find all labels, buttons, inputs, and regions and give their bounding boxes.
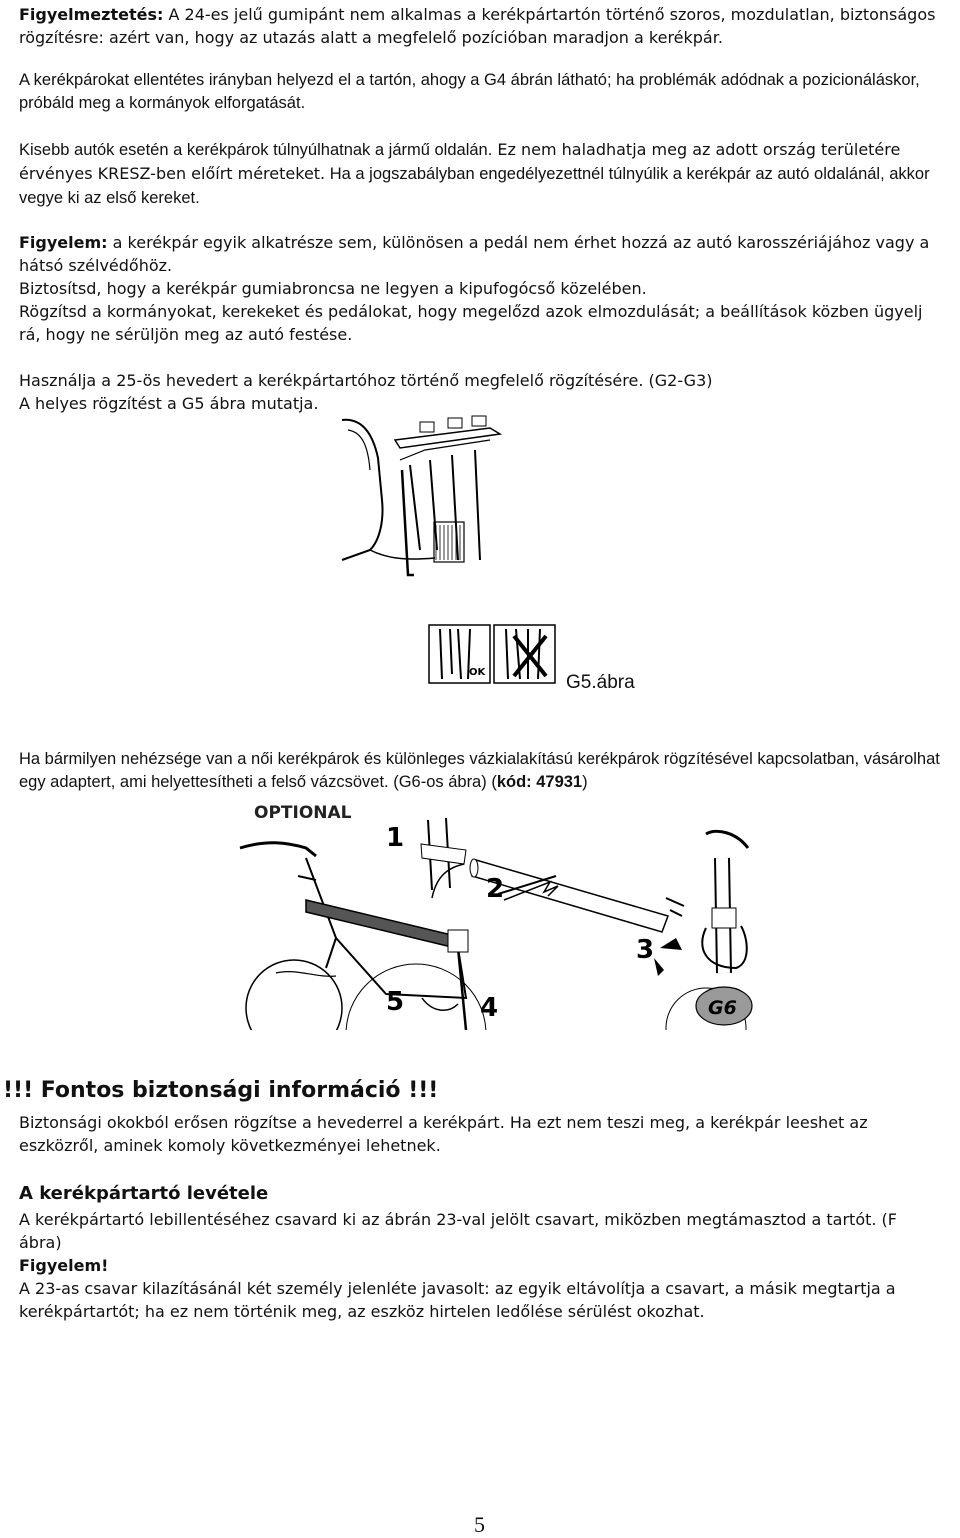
removal-paragraph: A kerékpártartó lebillentéséhez csavard ki az ábrán 23-val jelölt csavart, miközben megtámasztod a tartót. (F ábra) [19, 1210, 897, 1252]
attention-text: a kerékpár egyik alkatrésze sem, különösen a pedál nem érhet hozzá az autó karosszériájához vagy a hátsó szélvédőhöz. [19, 233, 930, 275]
overhang-text-a: Kisebb autók esetén a kerékpárok túlnyúlhatnak a jármű oldalán. [19, 141, 493, 159]
safety-paragraph: Biztonsági okokból erősen rögzítse a hevederrel a kerékpárt. Ha ezt nem teszi meg, a kerékpár leeshet az eszközről, aminek komoly következményei lehetnek. [19, 1113, 868, 1155]
page-number: 5 [474, 1512, 485, 1537]
optional-label: OPTIONAL [254, 803, 352, 823]
step-2-label: 2 [486, 874, 505, 904]
removal-heading: A kerékpártartó levétele [19, 1183, 269, 1204]
step-1-label: 1 [386, 823, 405, 853]
g5-rack-illustration [340, 410, 570, 590]
overhang-text-b: Ez nem haladhatja meg az adott ország területére érvényes KRESZ-ben előírt méreteket. [19, 140, 901, 183]
g5-ok-comparison [428, 624, 558, 686]
warning-label: Figyelmeztetés: [19, 5, 164, 24]
step-4-label: 4 [480, 993, 499, 1023]
removal-attention-paragraph: A 23-as csavar kilazításánál két személy jelenléte javasolt: az egyik eltávolítja a csavart, a másik megtartja a kerékpártartót; ha ez nem történik meg, az eszköz hirtelen ledőlése sérülést okozhat. [19, 1279, 896, 1321]
positioning-paragraph: A kerékpárokat ellentétes irányban helyezd el a tartón, ahogy a G4 ábrán látható; ha problémák adódnak a pozicionáláskor, próbáld meg a kormányok elforgatását. [19, 71, 920, 112]
fixing-paragraph: Rögzítsd a kormányokat, kerekeket és pedálokat, hogy megelőzd azok elmozdulását; a beállítások közben ügyelj rá, hogy ne sérüljön meg az autó festése. [19, 302, 923, 344]
exhaust-paragraph: Biztosítsd, hogy a kerékpár gumiabroncsa ne legyen a kipufogócső közelében. [19, 279, 647, 298]
adapter-paragraph [19, 748, 944, 794]
overhang-text-c: Ha a jogszabályban engedélyezettnél túlnyúlik a kerékpár az autó oldalánál, akkor vegye ki az első kereket. [19, 165, 930, 207]
g5-caption: G5.ábra [566, 672, 635, 693]
safety-heading: !!! Fontos biztonsági információ !!! [3, 1078, 439, 1103]
adapter-close: ) [582, 773, 588, 791]
warning-text: A 24-es jelű gumipánt nem alkalmas a kerékpártartón történő szoros, mozdulatlan, biztonságos rögzítésre: azért van, hogy az utazás alatt a megfelelő pozícióban maradjon a kerékpár. [19, 5, 936, 47]
warning-paragraph [19, 3, 944, 49]
ok-label: OK [469, 667, 486, 678]
g6-badge: G6 [708, 997, 737, 1019]
removal-attention-label: Figyelem! [19, 1256, 109, 1275]
overhang-paragraph [19, 138, 944, 210]
step-3-label: 3 [636, 935, 655, 965]
strap-paragraph: Használja a 25-ös hevedert a kerékpártartóhoz történő megfelelő rögzítésére. (G2-G3) [19, 371, 713, 390]
g5-reference-paragraph: A helyes rögzítést a G5 ábra mutatja. [19, 394, 319, 413]
attention-label: Figyelem: [19, 233, 108, 252]
adapter-code: kód: 47931 [496, 773, 583, 791]
attention-paragraph [19, 231, 944, 277]
adapter-text: Ha bármilyen nehézsége van a női kerékpárok és különleges vázkialakítású kerékpárok rögzítésével kapcsolatban, vásárolhat egy adaptert, ami helyettesítheti a felső vázcsövet. (G6-os ábra) ( [19, 750, 940, 791]
step-5-label: 5 [386, 987, 405, 1017]
g6-adapter-illustration [236, 798, 756, 1030]
